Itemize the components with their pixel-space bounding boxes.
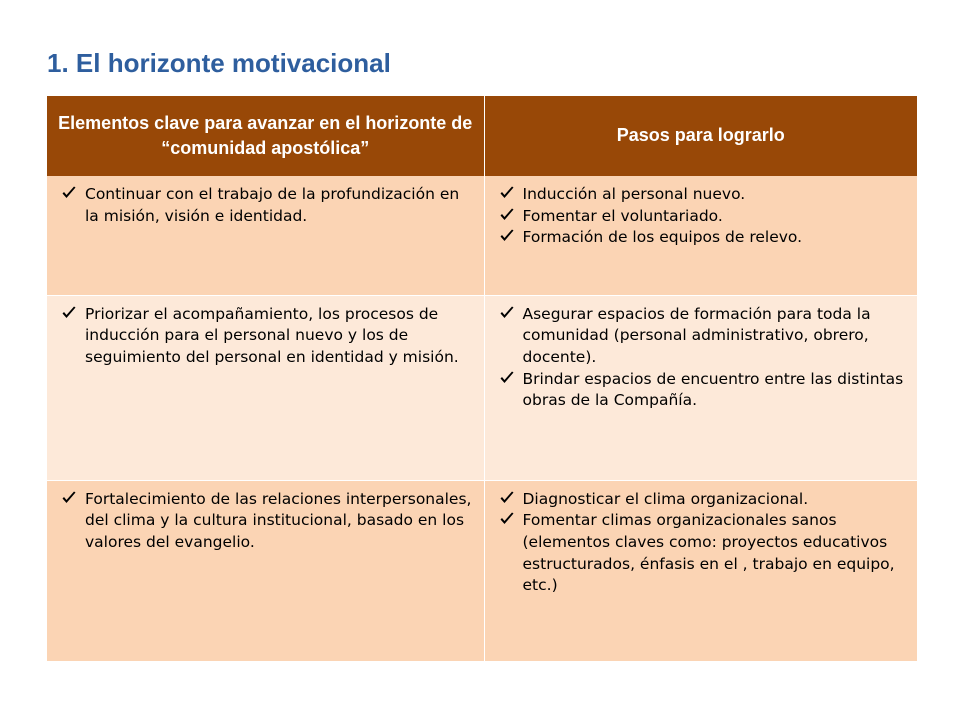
check-icon	[61, 305, 77, 321]
check-icon	[61, 490, 77, 506]
list-item	[495, 489, 910, 511]
check-icon	[499, 207, 515, 223]
list-item	[57, 184, 476, 227]
key-elements-cell	[47, 295, 484, 480]
list-item-text: Inducción al personal nuevo.	[522, 185, 746, 203]
check-icon	[499, 370, 515, 386]
page-title: 1. El horizonte motivacional	[47, 48, 391, 78]
list-item	[495, 369, 910, 412]
list-item	[57, 489, 476, 554]
steps-cell	[484, 480, 917, 661]
list-item-text: Diagnosticar el clima organizacional.	[522, 489, 809, 508]
check-icon	[499, 511, 515, 527]
content-table-wrapper	[47, 96, 917, 661]
list-item-text: Brindar espacios de encuentro entre las distintas obras de la Compañía.	[522, 369, 904, 410]
list-item	[495, 206, 910, 228]
steps-cell	[484, 295, 917, 480]
check-icon	[499, 490, 515, 506]
checklist	[57, 489, 476, 554]
check-icon	[61, 185, 77, 201]
key-elements-cell	[47, 480, 484, 661]
table-row	[47, 480, 917, 661]
list-item-text: Priorizar el acompañamiento, los procesos de inducción para el personal nuevo y los de seguimiento del personal en identidad y misión.	[85, 304, 459, 366]
table-body	[47, 176, 917, 661]
content-table	[47, 96, 917, 661]
list-item-text: Formación de los equipos de relevo.	[522, 228, 803, 247]
list-item-text: Asegurar espacios de formación para toda la comunidad (personal administrativo, obrero, docente).	[522, 304, 871, 366]
list-item	[57, 304, 476, 369]
check-icon	[499, 185, 515, 201]
checklist	[495, 304, 910, 412]
list-item	[495, 304, 910, 369]
table-header-row	[47, 96, 917, 176]
list-item	[495, 184, 910, 206]
key-elements-cell	[47, 176, 484, 295]
steps-cell	[484, 176, 917, 295]
list-item-text: Fortalecimiento de las relaciones interpersonales, del clima y la cultura institucional, basado en los valores del evangelio.	[85, 489, 472, 551]
checklist	[495, 184, 910, 249]
checklist	[57, 304, 476, 369]
check-icon	[499, 305, 515, 321]
checklist	[57, 184, 476, 227]
list-item-text: Fomentar el voluntariado.	[522, 206, 723, 225]
list-item-text: Fomentar climas organizacionales sanos (elementos claves como: proyectos educativos estructurados, énfasis en el , trabajo en equipo, etc.)	[522, 511, 895, 595]
list-item-text: Continuar con el trabajo de la profundización en la misión, visión e identidad.	[85, 185, 460, 225]
table-row	[47, 176, 917, 295]
list-item	[495, 227, 910, 249]
header-steps: Pasos para lograrlo	[484, 96, 917, 176]
check-icon	[499, 228, 515, 244]
checklist	[495, 489, 910, 597]
header-key-elements: Elementos clave para avanzar en el horizonte de “comunidad apostólica”	[47, 96, 484, 176]
table-row	[47, 295, 917, 480]
list-item	[495, 510, 910, 597]
